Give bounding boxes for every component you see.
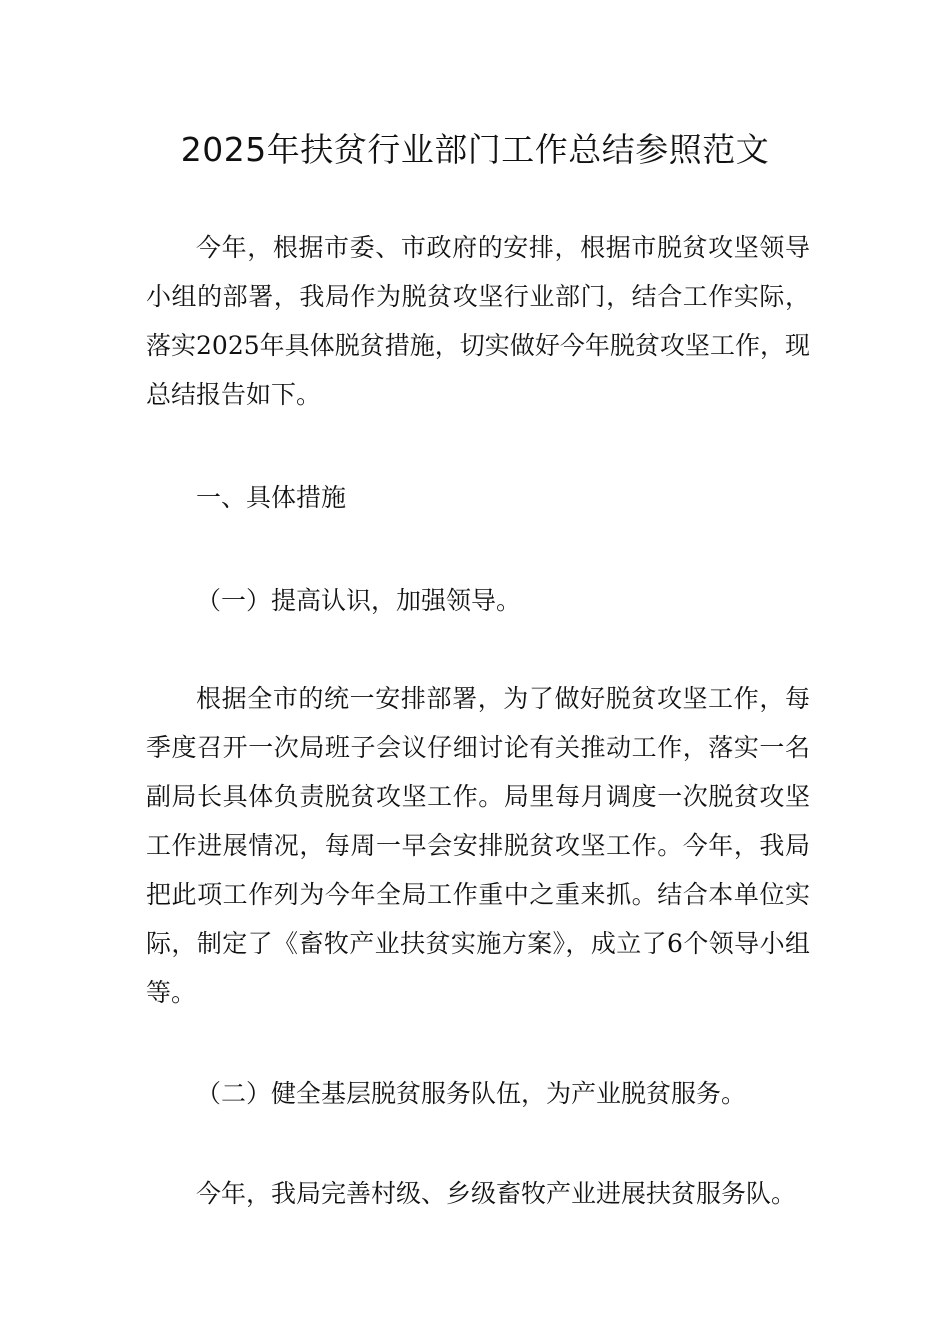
- document-title: 2025年扶贫行业部门工作总结参照范文: [180, 130, 770, 169]
- subsection-heading-service-team: （二）健全基层脱贫服务队伍，为产业脱贫服务。: [196, 1079, 747, 1108]
- section-heading-measures: 一、具体措施: [196, 483, 347, 512]
- subsection-heading-leadership: （一）提高认识，加强领导。: [196, 586, 522, 615]
- service-team-paragraph: 今年，我局完善村级、乡级畜牧产业进展扶贫服务队。: [196, 1179, 797, 1208]
- leadership-paragraph: 根据全市的统一安排部署，为了做好脱贫攻坚工作，每季度召开一次局班子会议仔细讨论有关推动工作，落实一名副局长具体负责脱贫攻坚工作。局里每月调度一次脱贫攻坚工作进展情况，每周一早会安排脱贫攻坚工作。今年，我局把此项工作列为今年全局工作重中之重来抓。结合本单位实际，制定了《畜牧产业扶贫实施方案》，成立了6个领导小组等。: [146, 684, 810, 1007]
- intro-paragraph: 今年，根据市委、市政府的安排，根据市脱贫攻坚领导小组的部署，我局作为脱贫攻坚行业部门，结合工作实际，落实2025年具体脱贫措施，切实做好今年脱贫攻坚工作，现总结报告如下。: [146, 233, 810, 409]
